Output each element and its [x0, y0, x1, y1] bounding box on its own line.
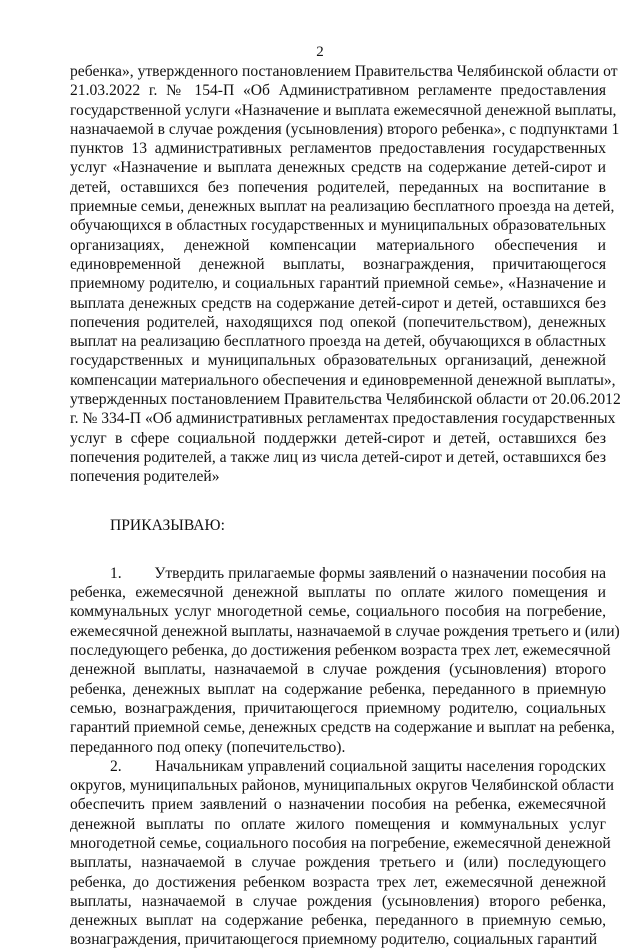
text-line: вознаграждения, причитающегося приемному родителю, социальных гарантий: [70, 931, 598, 949]
text-line: государственной услуги «Назначение и выплата ежемесячной денежной выплаты,: [70, 101, 617, 119]
text-line: 2. Начальникам управлений социальной защиты населения городских: [110, 757, 606, 775]
text-line: услуг в сфере социальной поддержки детей-сирот и детей, оставшихся без: [70, 429, 606, 447]
text-line: единовременной денежной выплаты, вознаграждения, причитающегося: [70, 255, 606, 273]
text-line: услуг «Назначение и выплата денежных средств на содержание детей-сирот и: [70, 159, 606, 177]
text-line: переданного под опеку (попечительство).: [70, 738, 346, 756]
text-line: обеспечить прием заявлений о назначении пособия на ребенка, ежемесячной: [70, 796, 606, 814]
text-line: организациях, денежной компенсации материального обеспечения и: [70, 236, 606, 254]
text-line: выплата денежных средств на содержание детей-сирот и детей, оставшихся без: [70, 294, 606, 312]
text-line: округов, муниципальных районов, муниципальных округов Челябинской области: [70, 777, 614, 795]
text-line: последующего ребенка, до достижения ребенком возраста трех лет, ежемесячной: [70, 642, 611, 660]
order-heading: ПРИКАЗЫВАЮ:: [110, 516, 225, 534]
text-line: попечения родителей»: [70, 468, 220, 486]
text-line: ребенка», утвержденного постановлением Правительства Челябинской области от: [70, 63, 618, 80]
text-line: семью, вознаграждения, причитающегося приемному родителю, социальных: [70, 699, 606, 717]
text-line: 1. Утвердить прилагаемые формы заявлений о назначении пособия на: [110, 564, 606, 582]
text-line: попечения родителей, а также лиц из числа детей-сирот и детей, оставшихся без: [70, 448, 606, 466]
text-line: многодетной семье, социального пособия на погребение, ежемесячной денежной: [70, 834, 611, 852]
item-2-paragraph: [70, 757, 614, 950]
text-line: попечения родителей, находящихся под опекой (попечительством), денежных: [70, 313, 606, 331]
text-line: ребенка, ежемесячной денежной выплаты по оплате жилого помещения и: [70, 584, 606, 602]
intro-paragraph: [70, 62, 621, 487]
text-line: денежной выплаты по оплате жилого помещения и коммунальных услуг: [70, 815, 606, 833]
text-line: обучающихся в областных государственных и муниципальных образовательных: [70, 217, 606, 235]
text-line: денежных выплат на содержание ребенка, переданного в приемную семью,: [70, 912, 606, 930]
text-line: государственных и муниципальных образовательных организаций, денежной: [70, 352, 606, 370]
text-line: выплаты, назначаемой в случае рождения (усыновления) второго ребенка,: [70, 892, 606, 910]
text-line: коммунальных услуг многодетной семье, социального пособия на погребение,: [70, 603, 606, 621]
text-line: детей, оставшихся без попечения родителей, переданных на воспитание в: [70, 178, 606, 196]
text-line: ежемесячной денежной выплаты, назначаемой в случае рождения третьего и (или): [70, 622, 620, 640]
item-1-paragraph: [70, 564, 620, 757]
text-line: приемные семьи, денежных выплат на реализацию бесплатного проезда на детей,: [70, 198, 615, 216]
text-line: 21.03.2022 г. № 154-П «Об Административном регламенте предоставления: [70, 82, 606, 100]
text-line: компенсации материального обеспечения и единовременной денежной выплаты»,: [70, 371, 616, 389]
text-line: пунктов 13 административных регламентов предоставления государственных: [70, 140, 606, 158]
page-number: 2: [316, 44, 324, 60]
text-line: ребенка, до достижения ребенком возраста трех лет, ежемесячной денежной: [70, 873, 606, 891]
text-line: приемному родителю, и социальных гарантий приемной семье», «Назначение и: [70, 275, 606, 293]
text-line: г. № 334-П «Об административных регламентах предоставления государственных: [70, 410, 616, 428]
text-line: ребенка, денежных выплат на содержание ребенка, переданного в приемную: [70, 680, 606, 698]
document-body: [70, 62, 621, 950]
text-line: выплаты, назначаемой в случае рождения третьего и (или) последующего: [70, 854, 606, 872]
text-line: утвержденных постановлением Правительства Челябинской области от 20.06.2012: [70, 391, 621, 409]
text-line: назначаемой в случае рождения (усыновления) второго ребенка», с подпунктами 1: [70, 120, 620, 138]
text-line: гарантий приемной семье, денежных средств на содержание и выплат на ребенка,: [70, 719, 615, 737]
text-line: выплат на реализацию бесплатного проезда на детей, обучающихся в областных: [70, 333, 606, 351]
text-line: денежной выплаты, назначаемой в случае рождения (усыновления) второго: [70, 661, 606, 679]
